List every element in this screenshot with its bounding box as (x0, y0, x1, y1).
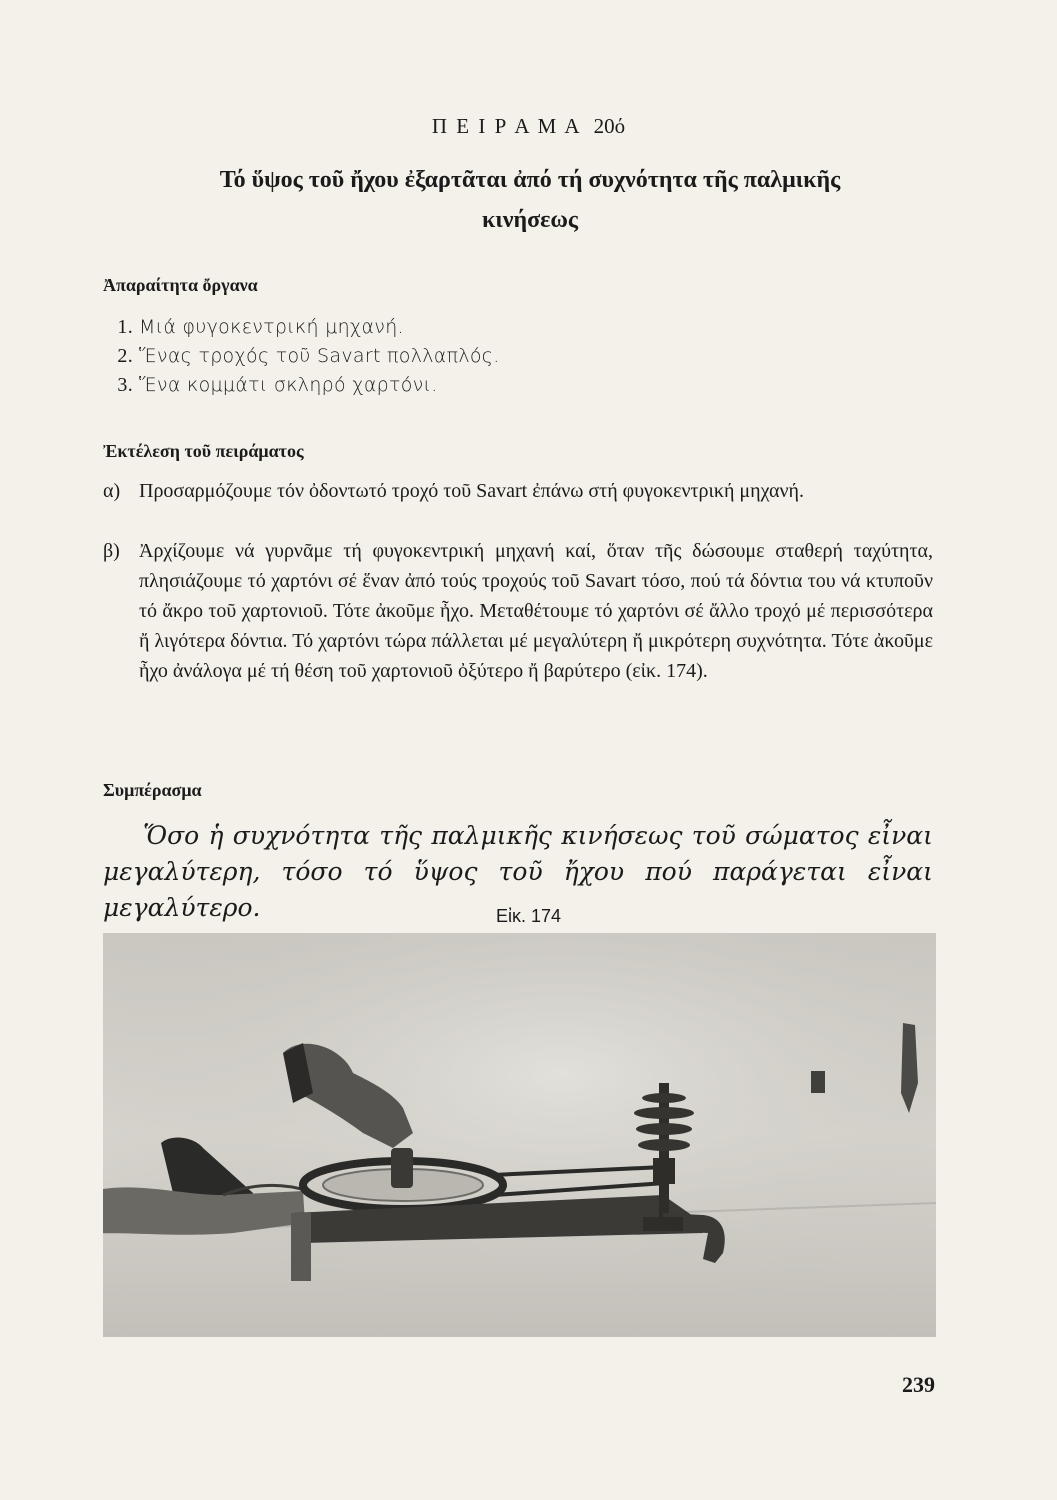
page-number: 239 (902, 1372, 935, 1397)
step-text: Ἀρχίζουμε νά γυρνᾶμε τή φυγοκεντρική μηχανή καί, ὅταν τῆς δώσουμε σταθερή ταχύτητα, πλησιάζουμε τό χαρτόνι σέ ἕναν ἀπό τούς τροχούς τοῦ Savart τόσο, πού τά δόντια του νά κτυποῦν τό ἄκρο τοῦ χαρτονιοῦ. Τότε ἀκοῦμε ἦχο. Μεταθέτουμε τό χαρτόνι σέ ἄλλο τροχό μέ περισσότερα ἤ λιγότερα δόντια. Τό χαρτόνι τώρα πάλλεται μέ μεγαλύτερη ἤ μικρότερη συχνότητα. Τότε ἀκοῦμε ἦχο ἀνάλογα μέ τή θέση τοῦ χαρτονιοῦ ὀξύτερο ἤ βαρύτερο (εἰκ. 174). (139, 540, 933, 682)
execution-step-b (103, 536, 933, 686)
execution-step-a (103, 476, 933, 506)
savart-apparatus-illustration (103, 933, 936, 1337)
step-text: Προσαρμόζουμε τόν ὀδοντωτό τροχό τοῦ Savart ἐπάνω στή φυγοκεντρική μηχανή. (139, 480, 805, 502)
tools-heading: Ἀπαραίτητα ὄργανα (103, 275, 258, 295)
list-item-number: 3. (117, 374, 133, 396)
experiment-number (0, 114, 1057, 139)
page-title (80, 160, 980, 240)
figure-photo-savart-wheel (103, 933, 936, 1337)
experiment-number-value: 20ό (593, 114, 626, 138)
conclusion-heading: Συμπέρασμα (103, 780, 202, 800)
title-line-2: κινήσεως (481, 207, 579, 233)
list-item-text: Ἕνας τροχός τοῦ Savart πολλαπλός. (139, 345, 500, 367)
list-item (103, 313, 500, 342)
list-item-text: Ἕνα κομμάτι σκληρό χαρτόνι. (139, 374, 438, 396)
list-item-number: 2. (117, 345, 133, 367)
tools-list (103, 313, 500, 400)
list-item (103, 371, 500, 400)
list-item (103, 342, 500, 371)
list-item-text: Μιά φυγοκεντρική μηχανή. (139, 316, 404, 338)
title-line-1: Τό ὕψος τοῦ ἤχου ἐξαρτᾶται ἀπό τή συχνότητα τῆς παλμικῆς (219, 167, 841, 193)
experiment-label: Π Ε Ι Ρ Α Μ Α (431, 114, 581, 138)
execution-heading: Ἐκτέλεση τοῦ πειράματος (103, 441, 304, 461)
conclusion-text: Ὅσο ἡ συχνότητα τῆς παλμικῆς κινήσεως τοῦ σώματος εἶναι μεγαλύτερη, τόσο τό ὕψος τοῦ ἤχου πού παράγεται εἶναι μεγαλύτερο. (103, 821, 933, 922)
list-item-number: 1. (117, 316, 133, 338)
step-label: α) (103, 480, 121, 502)
figure-caption: Εἰκ. 174 (495, 906, 562, 926)
step-label: β) (103, 540, 120, 562)
